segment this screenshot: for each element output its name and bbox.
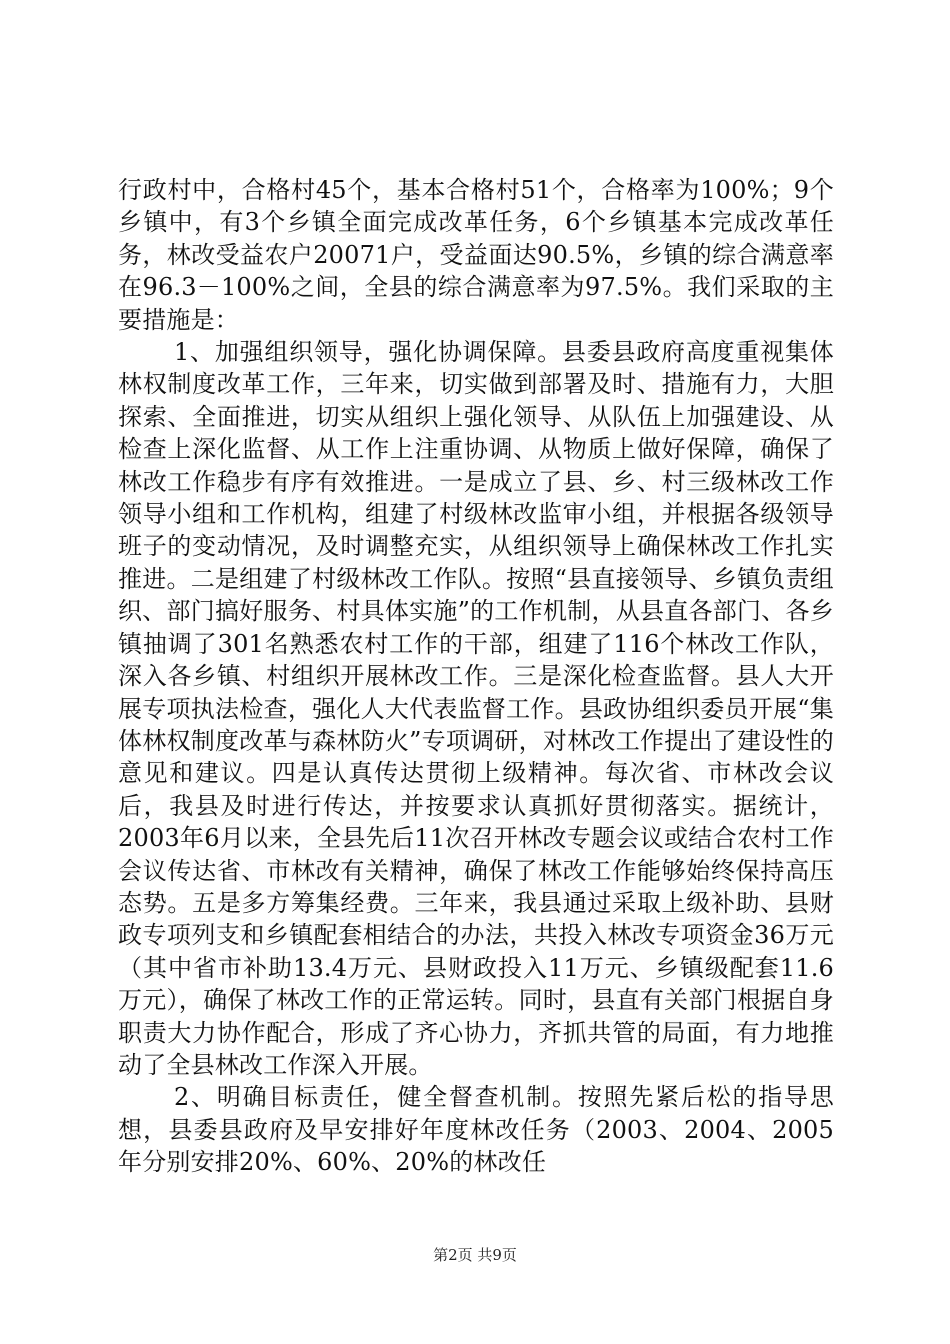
page-number-label: 第2页 共9页 [433, 1246, 517, 1264]
paragraph-3: 2、明确目标责任，健全督查机制。按照先紧后松的指导思想，县委县政府及早安排好年度林改任务（2003、2004、2005年分别安排20%、60%、20%的林改任 [118, 1083, 834, 1177]
paragraph-2: 1、加强组织领导，强化协调保障。县委县政府高度重视集体林权制度改革工作，三年来，切实做到部署及时、措施有力，大胆探索、全面推进，切实从组织上强化领导、从队伍上加强建设、从检查上深化监督、从工作上注重协调、从物质上做好保障，确保了林改工作稳步有序有效推进。一是成立了县、乡、村三级林改工作领导小组和工作机构，组建了村级林改监审小组，并根据各级领导班子的变动情况，及时调整充实，从组织领导上确保林改工作扎实推进。二是组建了村级林改工作队。按照“县直接领导、乡镇负责组织、部门搞好服务、村具体实施”的工作机制，从县直各部门、各乡镇抽调了301名熟悉农村工作的干部，组建了116个林改工作队，深入各乡镇、村组织开展林改工作。三是深化检查监督。县人大开展专项执法检查，强化人大代表监督工作。县政协组织委员开展“集体林权制度改革与森林防火”专项调研，对林改工作提出了建设性的意见和建议。四是认真传达贯彻上级精神。每次省、市林改会议后，我县及时进行传达，并按要求认真抓好贯彻落实。据统计，2003年6月以来，全县先后11次召开林改专题会议或结合农村工作会议传达省、市林改有关精神，确保了林改工作能够始终保持高压态势。五是多方筹集经费。三年来，我县通过采取上级补助、县财政专项列支和乡镇配套相结合的办法，共投入林改专项资金36万元（其中省市补助13.4万元、县财政投入11万元、乡镇级配套11.6万元），确保了林改工作的正常运转。同时，县直有关部门根据自身职责大力协作配合，形成了齐心协力，齐抓共管的局面，有力地推动了全县林改工作深入开展。 [118, 338, 834, 1079]
document-body [118, 174, 834, 1179]
paragraph-1: 行政村中，合格村45个，基本合格村51个，合格率为100%；9个乡镇中，有3个乡镇全面完成改革任务，6个乡镇基本完成改革任务，林改受益农户20071户，受益面达90.5%，乡镇的综合满意率在96.3－100%之间，全县的综合满意率为97.5%。我们采取的主要措施是： [118, 176, 834, 334]
page-footer [0, 1244, 950, 1265]
